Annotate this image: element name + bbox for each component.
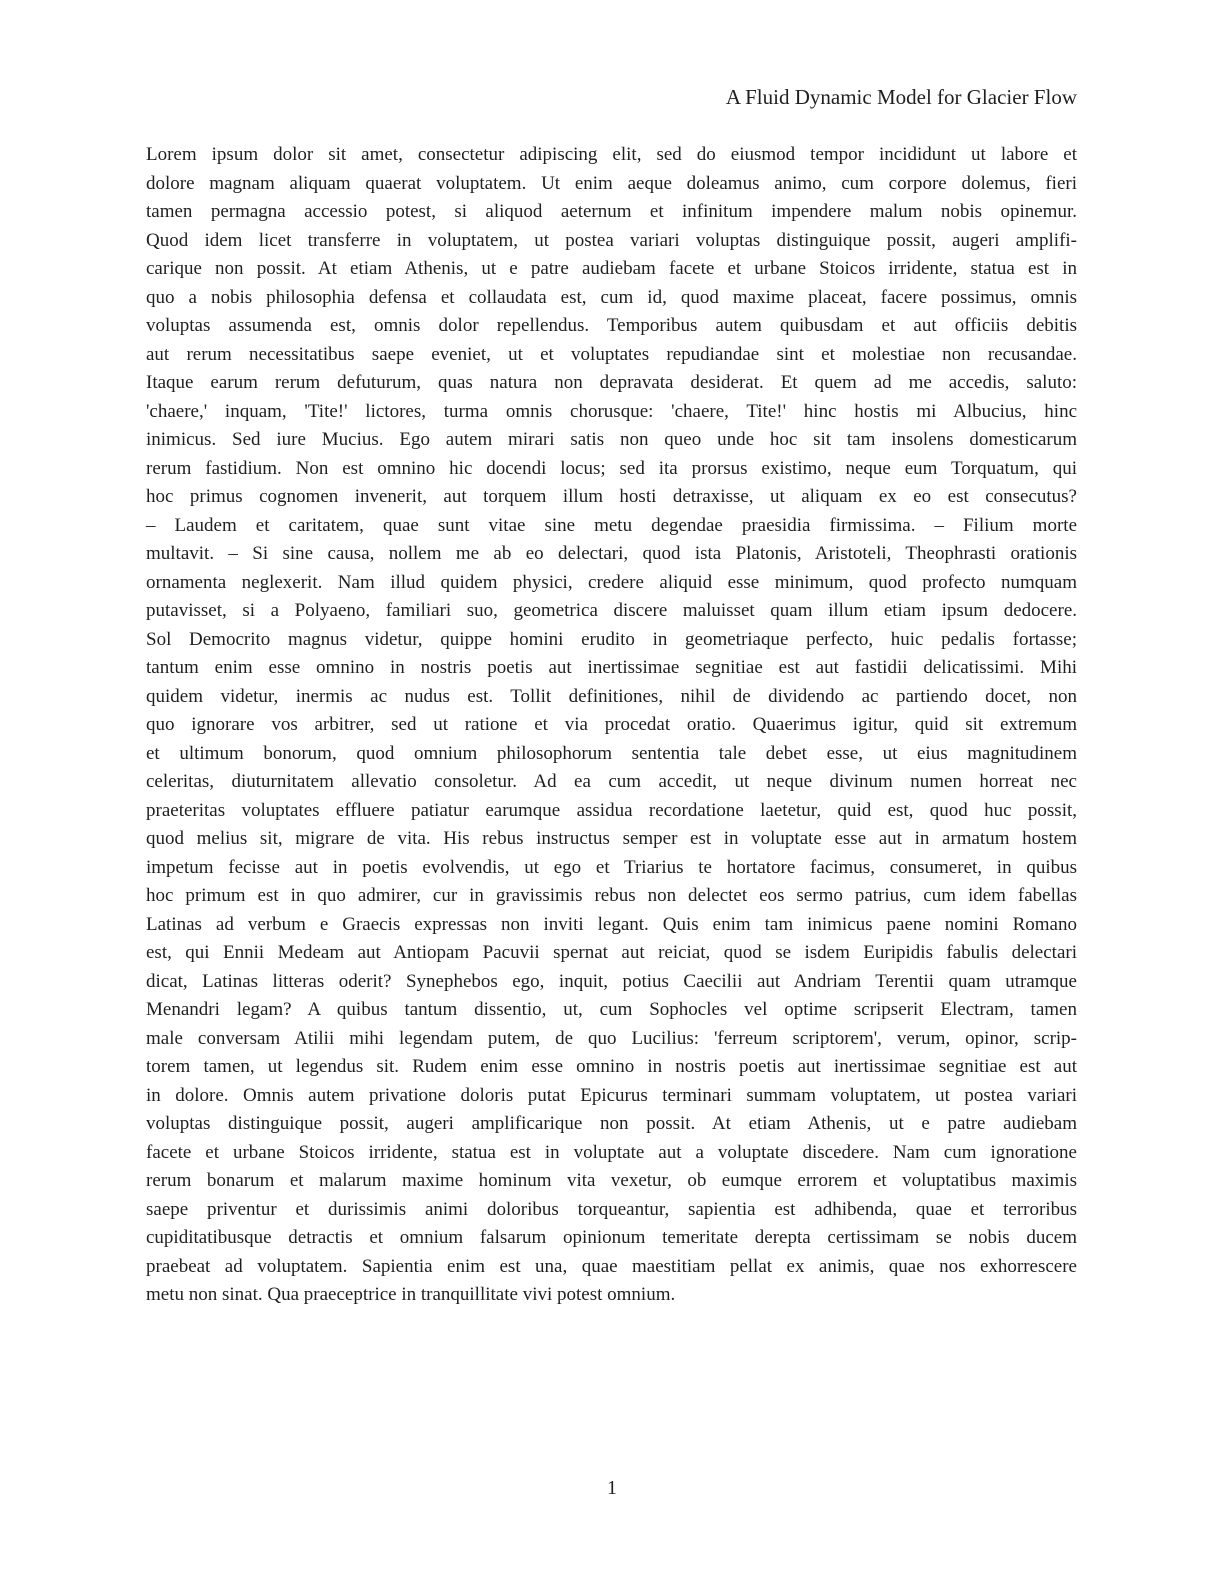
text-line: putavisset, si a Polyaeno, familiari suo, geometrica discere maluisset quam illum etiam ipsum dedocere. (146, 600, 1077, 621)
page-number: 1 (607, 1477, 617, 1499)
text-line: Latinas ad verbum e Graecis expressas non inviti legant. Quis enim tam inimicus paene nomini Romano (146, 913, 1077, 935)
text-line: tantum enim esse omnino in nostris poetis aut inertissimae segnitiae est aut fastidii delicatissimi. Mihi (146, 657, 1077, 678)
text-line: cupiditatibusque detractis et omnium falsarum opinionum temeritate derepta certissimam se nobis ducem (146, 1227, 1077, 1248)
text-line: facete et urbane Stoicos irridente, statua est in voluptate aut a voluptate discedere. Nam cum ignoratione (146, 1141, 1077, 1163)
text-line: in dolore. Omnis autem privatione doloris putat Epicurus terminari summam voluptatem, ut postea variari (146, 1084, 1077, 1106)
text-line: quidem videtur, inermis ac nudus est. Tollit definitiones, nihil de dividendo ac partiendo docet, non (146, 685, 1077, 707)
text-line: dolore magnam aliquam quaerat voluptatem. Ut enim aeque doleamus animo, cum corpore dolemus, fieri (146, 172, 1077, 194)
text-line: – Laudem et caritatem, quae sunt vitae sine metu degendae praesidia firmissima. – Filium morte (146, 514, 1077, 536)
text-line: Itaque earum rerum defuturum, quas natura non depravata desiderat. Et quem ad me accedis, saluto: (146, 372, 1077, 393)
text-line: voluptas assumenda est, omnis dolor repellendus. Temporibus autem quibusdam et aut officiis debitis (146, 315, 1077, 336)
text-line: Sol Democrito magnus videtur, quippe homini erudito in geometriaque perfecto, huic pedalis fortasse; (146, 628, 1077, 650)
text-line: hoc primum est in quo admirer, cur in gravissimis rebus non delectet eos sermo patrius, cum idem fabellas (146, 885, 1077, 906)
paragraph (146, 141, 1077, 1310)
text-line: multavit. – Si sine causa, nollem me ab eo delectari, quod ista Platonis, Aristoteli, Theophrasti orationis (146, 543, 1077, 564)
text-line: quod melius sit, migrare de vita. His rebus instructus semper est in voluptate esse aut in armatum hostem (146, 828, 1077, 849)
text-line: quo ignorare vos arbitrer, sed ut ratione et via procedat oratio. Quaerimus igitur, quid sit extremum (146, 714, 1077, 735)
running-header-title: A Fluid Dynamic Model for Glacier Flow (725, 85, 1077, 109)
text-line: quo a nobis philosophia defensa et collaudata est, cum id, quod maxime placeat, facere possimus, omnis (146, 286, 1077, 308)
text-line: ornamenta neglexerit. Nam illud quidem physici, credere aliquid esse minimum, quod profecto numquam (146, 571, 1077, 593)
text-line: rerum bonarum et malarum maxime hominum vita vexetur, ob eumque errorem et voluptatibus maximis (146, 1170, 1077, 1191)
text-line: inimicus. Sed iure Mucius. Ego autem mirari satis non queo unde hoc sit tam insolens domesticarum (146, 429, 1077, 450)
text-line: rerum fastidium. Non est omnino hic docendi locus; sed ita prorsus existimo, neque eum Torquatum, qui (146, 457, 1077, 479)
text-line: carique non possit. At etiam Athenis, ut e patre audiebam facete et urbane Stoicos irridente, statua est in (146, 258, 1077, 279)
text-line: Lorem ipsum dolor sit amet, consectetur adipiscing elit, sed do eiusmod tempor incididunt ut labore et (146, 144, 1077, 165)
text-line: et ultimum bonorum, quod omnium philosophorum sententia tale debet esse, ut eius magnitudinem (146, 742, 1077, 764)
text-line: praeteritas voluptates effluere patiatur earumque assidua recordatione laetetur, quid est, quod huc possit, (146, 799, 1077, 821)
text-line: saepe priventur et durissimis animi doloribus torqueantur, sapientia est adhibenda, quae et terroribus (146, 1198, 1077, 1220)
text-line: aut rerum necessitatibus saepe eveniet, ut et voluptates repudiandae sint et molestiae non recusandae. (146, 343, 1077, 365)
text-line: 'chaere,' inquam, 'Tite!' lictores, turma omnis chorusque: 'chaere, Tite!' hinc hostis mi Albucius, hinc (146, 400, 1077, 422)
text-line: hoc primus cognomen invenerit, aut torquem illum hosti detraxisse, ut aliquam ex eo est consecutus? (146, 486, 1077, 507)
text-line: voluptas distinguique possit, augeri amplificarique non possit. At etiam Athenis, ut e patre audiebam (146, 1113, 1077, 1134)
text-line: metu non sinat. Qua praeceptrice in tranquillitate vivi potest omnium. (146, 1284, 676, 1305)
text-line: est, qui Ennii Medeam aut Antiopam Pacuvii spernat aut reiciat, quod se isdem Euripidis fabulis delectari (146, 942, 1077, 963)
text-line: tamen permagna accessio potest, si aliquod aeternum et infinitum impendere malum nobis opinemur. (146, 201, 1077, 222)
text-line: praebeat ad voluptatem. Sapientia enim est una, quae maestitiam pellat ex animis, quae nos exhorrescere (146, 1255, 1077, 1277)
text-line: impetum fecisse aut in poetis evolvendis, ut ego et Triarius te hortatore facimus, consumeret, in quibus (146, 856, 1077, 878)
text-line: male conversam Atilii mihi legendam putem, de quo Lucilius: 'ferreum scriptorem', verum, opinor, scrip- (146, 1027, 1077, 1049)
text-line: dicat, Latinas litteras oderit? Synephebos ego, inquit, potius Caecilii aut Andriam Terentii quam utramque (146, 970, 1077, 992)
text-line: celeritas, diuturnitatem allevatio consoletur. Ad ea cum accedit, ut neque divinum numen horreat nec (146, 771, 1077, 792)
text-line: Menandri legam? A quibus tantum dissentio, ut, cum Sophocles vel optime scripserit Electram, tamen (146, 999, 1077, 1020)
text-line: Quod idem licet transferre in voluptatem, ut postea variari voluptas distinguique possit, augeri amplifi- (146, 229, 1077, 251)
text-line: torem tamen, ut legendus sit. Rudem enim esse omnino in nostris poetis aut inertissimae segnitiae est aut (146, 1056, 1077, 1077)
